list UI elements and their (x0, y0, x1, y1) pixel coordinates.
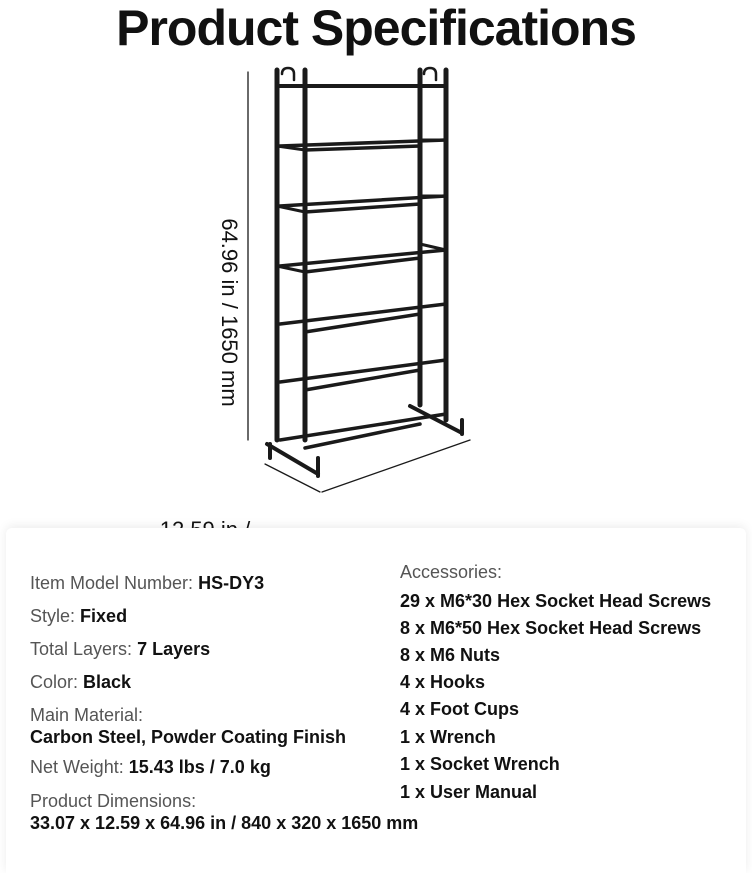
spec-layers (30, 638, 210, 660)
spec-dimensions-value: 33.07 x 12.59 x 64.96 in / 840 x 320 x 1650 mm (30, 813, 419, 833)
spec-material-value: Carbon Steel, Powder Coating Finish (30, 727, 347, 747)
spec-model-label: Item Model Number: (30, 573, 194, 593)
spec-weight-label: Net Weight: (30, 757, 124, 777)
accessory-item: 8 x M6 Nuts (400, 645, 501, 665)
spec-color (30, 671, 131, 693)
product-figure (0, 60, 752, 520)
accessory-item: 8 x M6*50 Hex Socket Head Screws (400, 618, 702, 638)
spec-style (30, 605, 127, 627)
spec-dimensions (30, 790, 418, 834)
spec-model-value: HS-DY3 (198, 573, 265, 593)
specs-panel (6, 528, 746, 873)
height-dimension: 64.96 in / 1650 mm (217, 218, 242, 407)
spec-style-value: Fixed (80, 606, 128, 626)
shoe-rack-illustration (0, 60, 752, 520)
accessories-heading: Accessories: (400, 562, 503, 582)
spec-color-label: Color: (30, 672, 79, 692)
spec-layers-label: Total Layers: (30, 639, 133, 659)
page-title: Product Specifications (116, 0, 636, 56)
spec-dimensions-label: Product Dimensions: (30, 791, 197, 811)
accessory-item: 4 x Foot Cups (400, 699, 520, 719)
accessory-item: 1 x Wrench (400, 727, 496, 747)
accessory-item: 1 x User Manual (400, 782, 538, 802)
accessory-item: 29 x M6*30 Hex Socket Head Screws (400, 591, 712, 611)
spec-style-label: Style: (30, 606, 76, 626)
spec-color-value: Black (83, 672, 132, 692)
spec-material (30, 704, 346, 748)
accessory-item: 1 x Socket Wrench (400, 754, 560, 774)
spec-material-label: Main Material: (30, 705, 144, 725)
spec-weight-value: 15.43 lbs / 7.0 kg (128, 757, 271, 777)
spec-model (30, 572, 264, 594)
spec-weight (30, 756, 271, 778)
accessory-item: 4 x Hooks (400, 672, 486, 692)
spec-layers-value: 7 Layers (137, 639, 211, 659)
